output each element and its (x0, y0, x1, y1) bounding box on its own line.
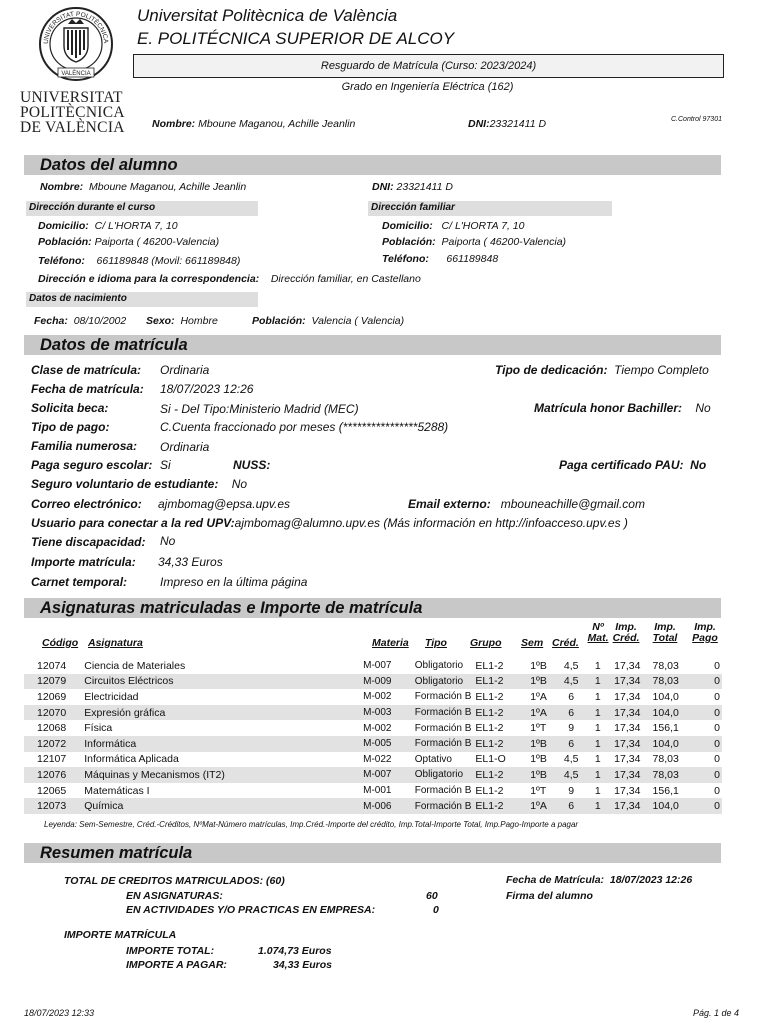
cell-asignatura: Máquinas y Mecanismos (IT2) (78, 767, 363, 783)
alumno-nombre (40, 181, 246, 193)
cell-imppago: 0 (714, 753, 720, 766)
cell-sem: 1ºB (526, 674, 555, 690)
cell-nmat: 1 (594, 784, 601, 797)
subsection-title: Dirección familiar (371, 202, 455, 213)
cell-impcred: 17,34 (609, 674, 643, 690)
cell-asignatura: Matemáticas I (84, 784, 150, 797)
cell-asignatura: Electricidad (84, 690, 139, 703)
cell-materia: M-022 (363, 753, 392, 765)
receipt-title-box (133, 54, 724, 78)
cell-imppago: 0 (682, 705, 722, 721)
importe-pagar-value (273, 959, 332, 971)
cell-imppago: 0 (682, 767, 722, 783)
mat-importe-value: 34,33 Euros (158, 555, 223, 569)
currency: Euros (301, 945, 332, 957)
value: 661189848 (446, 253, 499, 265)
value: Paiporta ( 46200-Valencia) (94, 236, 220, 248)
cell-tipo: Obligatorio (414, 660, 464, 672)
cell-impcred: 17,34 (609, 736, 643, 752)
mat-pago-value: C.Cuenta fraccionado por meses (****************5288) (160, 420, 449, 434)
mat-correo-label: Correo electrónico: (31, 497, 142, 511)
label: Domicilio: (38, 220, 89, 232)
cell-codigo: 12073 (24, 798, 78, 814)
cell-codigo: 12072 (24, 736, 78, 752)
header-line: Total (652, 632, 678, 644)
cell-imptotal: 104,0 (642, 798, 681, 814)
value: 34,33 (273, 959, 300, 971)
en-actividades-label: EN ACTIVIDADES Y/O PRACTICAS EN EMPRESA: (126, 904, 376, 916)
mat-voluntario (31, 477, 247, 491)
table-row (24, 736, 722, 752)
cell-impcred: 17,34 (614, 784, 641, 797)
cell-grupo: EL1-2 (475, 722, 504, 735)
cell-cred: 9 (568, 722, 575, 735)
section-datos-alumno (24, 155, 721, 175)
cell-codigo: 12070 (24, 705, 78, 721)
value: 23321411 D (396, 181, 453, 193)
cell-nmat: 1 (594, 659, 601, 672)
cell-grupo: EL1-2 (471, 705, 526, 721)
header-line: Mat. (587, 632, 609, 644)
header-line: Imp. (694, 621, 716, 633)
cell-asignatura: Ciencia de Materiales (84, 659, 186, 672)
fam-telefono (382, 253, 498, 265)
cell-codigo: 12074 (37, 659, 67, 672)
section-datos-matricula (24, 335, 721, 355)
cell-grupo: EL1-2 (471, 674, 526, 690)
label: Tipo de dedicación: (495, 363, 608, 377)
label: Matrícula honor Bachiller: (534, 401, 683, 415)
cell-imptotal: 78,03 (652, 753, 679, 766)
label: Dirección e idioma para la correspondencia: (38, 273, 260, 285)
table-row (24, 689, 722, 705)
cell-imptotal: 104,0 (642, 736, 681, 752)
cell-tipo: Obligatorio (415, 767, 472, 783)
value: No (690, 458, 707, 472)
col-header-cred: Créd. (552, 637, 579, 649)
cell-impcred: 17,34 (614, 659, 641, 672)
cell-impcred: 17,34 (609, 798, 643, 814)
value: Paiporta ( 46200-Valencia) (441, 236, 567, 248)
mat-usuario (31, 516, 628, 530)
cell-cred: 4,5 (556, 767, 587, 783)
svg-text:VALÈNCIA: VALÈNCIA (61, 71, 91, 77)
cell-asignatura: Informática Aplicada (84, 753, 179, 766)
header-name (152, 118, 355, 130)
mat-clase-value: Ordinaria (160, 363, 210, 377)
correspondencia (38, 273, 421, 285)
mat-dedicacion (495, 363, 709, 377)
en-actividades-value: 0 (433, 904, 439, 916)
value: 661189848 (Movil: 661189848) (96, 255, 241, 267)
importe-title: IMPORTE MATRÍCULA (64, 929, 177, 941)
cell-tipo: Formación B (415, 705, 472, 721)
fam-poblacion (382, 236, 566, 248)
cell-impcred: 17,34 (614, 722, 641, 735)
label: DNI: (372, 181, 394, 193)
value: C/ L'HORTA 7, 10 (94, 220, 178, 232)
upv-seal (38, 6, 114, 82)
cell-imptotal: 156,1 (652, 784, 679, 797)
cell-materia: M-007 (363, 660, 392, 672)
mat-correo-value: ajmbomag@epsa.upv.es (158, 497, 291, 511)
cell-materia: M-007 (363, 767, 415, 783)
cell-cred: 6 (556, 798, 587, 814)
cell-sem: 1ºA (530, 690, 547, 703)
section-title: Resumen matrícula (40, 844, 193, 862)
table-row (24, 798, 722, 814)
section-resumen (24, 843, 721, 863)
cell-cred: 4,5 (563, 659, 579, 672)
degree-name: Grado en Ingeniería Eléctrica (162) (341, 81, 514, 93)
col-header-materia: Materia (372, 637, 409, 649)
mat-pago-label: Tipo de pago: (31, 420, 110, 434)
value: Valencia ( Valencia) (311, 315, 405, 327)
subsection-title: Dirección durante el curso (29, 202, 156, 213)
mat-discapacidad-label: Tiene discapacidad: (31, 535, 146, 549)
col-header-tipo: Tipo (425, 637, 447, 649)
header-line: Créd. (612, 632, 640, 644)
label: Fecha de Matrícula: (506, 874, 605, 886)
value: 18/07/2023 12:26 (609, 874, 693, 886)
curso-telefono (38, 255, 240, 267)
table-row (24, 752, 722, 768)
mat-clase (31, 363, 141, 377)
cell-materia: M-003 (363, 705, 415, 721)
header-line: Imp. (615, 621, 637, 633)
cell-nmat: 1 (594, 753, 601, 766)
cell-materia: M-002 (363, 691, 392, 703)
value: Dirección familiar, en Castellano (270, 273, 421, 285)
cell-nmat: 1 (587, 767, 609, 783)
mat-pau (559, 458, 706, 472)
cell-grupo: EL1-2 (471, 767, 526, 783)
value: ajmbomag@alumno.upv.es (Más información en http://infoacceso.upv.es ) (234, 516, 628, 530)
cell-nmat: 1 (594, 690, 601, 703)
table-row (24, 767, 722, 783)
university-logo-text (20, 90, 135, 135)
cell-imppago: 0 (682, 674, 722, 690)
nac-sexo (146, 315, 218, 327)
name-value: Mboune Maganou, Achille Jeanlin (198, 118, 356, 130)
cell-imptotal: 78,03 (652, 659, 679, 672)
cell-imptotal: 156,1 (652, 722, 679, 735)
mat-carnet-label: Carnet temporal: (31, 575, 128, 589)
cell-imptotal: 104,0 (652, 690, 679, 703)
mat-beca-value: Si - Del Tipo:Ministerio Madrid (MEC) (160, 402, 359, 416)
label: Población: (382, 236, 436, 248)
mat-nuss-label: NUSS: (233, 458, 271, 472)
cell-cred: 6 (568, 690, 575, 703)
label: Teléfono: (38, 255, 85, 267)
label: Nombre: (40, 181, 84, 193)
cell-cred: 4,5 (556, 674, 587, 690)
cell-asignatura: Física (84, 722, 113, 735)
value: 08/10/2002 (73, 315, 127, 327)
label: Usuario para conectar a la red UPV: (31, 516, 235, 530)
cell-sem: 1ºA (526, 798, 555, 814)
nac-fecha (34, 315, 126, 327)
currency: Euros (302, 959, 332, 971)
importe-total-value (258, 945, 332, 957)
cell-impcred: 17,34 (614, 753, 641, 766)
importe-pagar-label: IMPORTE A PAGAR: (126, 959, 227, 971)
cell-tipo: Formación B (414, 691, 472, 703)
dir-familiar-header (368, 201, 612, 216)
cell-codigo: 12069 (37, 690, 67, 703)
nacimiento-header (26, 292, 258, 307)
cell-materia: M-002 (363, 722, 392, 734)
cell-codigo: 12107 (37, 753, 67, 766)
value: Hombre (180, 315, 218, 327)
name-label: Nombre: (152, 118, 196, 130)
cell-tipo: Optativo (414, 753, 452, 765)
section-asignaturas (24, 598, 721, 618)
dni-value: 23321411 D (489, 118, 547, 130)
cell-tipo: Formación B (415, 798, 472, 814)
cell-grupo: EL1-O (475, 753, 506, 766)
cell-materia: M-006 (363, 798, 415, 814)
svg-text:UNIVERSITAT POLITÈCNICA: UNIVERSITAT POLITÈCNICA (42, 10, 110, 45)
label: Email externo: (408, 497, 491, 511)
mat-honor (534, 401, 711, 415)
cell-sem: 1ºT (530, 784, 547, 797)
mat-fecha-label: Fecha de matrícula: (31, 382, 144, 396)
col-header-nmat (585, 622, 611, 644)
mat-familia-value: Ordinaria (160, 440, 210, 454)
cell-impcred: 17,34 (609, 705, 643, 721)
curso-domicilio (38, 220, 178, 232)
footer-timestamp: 18/07/2023 12:33 (24, 1008, 95, 1018)
cell-nmat: 1 (587, 674, 609, 690)
firma-alumno: Firma del alumno (506, 890, 593, 902)
table-row (24, 720, 722, 736)
col-header-imppago (690, 622, 720, 644)
header-line: Imp. (654, 621, 676, 633)
section-title: Asignaturas matriculadas e Importe de matrícula (40, 599, 423, 617)
en-asignaturas-value: 60 (426, 890, 438, 902)
cell-cred: 4,5 (563, 753, 579, 766)
header-dni (468, 118, 546, 130)
mat-seguro-value: Si (160, 458, 171, 472)
mat-externo (408, 497, 645, 511)
value: No (695, 401, 711, 415)
col-header-sem: Sem (521, 637, 544, 649)
section-title: Datos de matrícula (40, 336, 188, 354)
header-line: Pago (692, 632, 718, 644)
mat-beca-label: Solicita beca: (31, 401, 109, 415)
mat-fecha-value: 18/07/2023 12:26 (160, 382, 254, 396)
mat-familia-label: Familia numerosa: (31, 439, 138, 453)
asignaturas-table (24, 658, 722, 814)
cell-nmat: 1 (587, 798, 609, 814)
logo-line: UNIVERSITAT (20, 89, 123, 106)
cell-nmat: 1 (594, 722, 601, 735)
total-creditos: TOTAL DE CREDITOS MATRICULADOS: (60) (64, 875, 285, 887)
cell-imppago: 0 (714, 722, 720, 735)
label: Fecha: (34, 315, 68, 327)
value: Mboune Maganou, Achille Jeanlin (89, 181, 247, 193)
cell-sem: 1ºB (530, 659, 547, 672)
nac-poblacion (252, 315, 404, 327)
en-asignaturas-label: EN ASIGNATURAS: (126, 890, 223, 902)
control-code: C.Control 97301 (671, 116, 722, 123)
cell-impcred: 17,34 (614, 690, 641, 703)
label: Población: (38, 236, 92, 248)
receipt-title: Resguardo de Matrícula (Curso: 2023/2024) (320, 60, 537, 72)
resumen-fecha (506, 874, 692, 886)
cell-imppago: 0 (682, 798, 722, 814)
fam-domicilio (382, 220, 524, 232)
cell-tipo: Formación B (414, 722, 472, 734)
cell-grupo: EL1-2 (471, 798, 526, 814)
cell-sem: 1ºA (526, 705, 555, 721)
cell-materia: M-005 (363, 736, 415, 752)
label: Población: (252, 315, 306, 327)
cell-imppago: 0 (714, 690, 720, 703)
cell-cred: 9 (568, 784, 575, 797)
cell-grupo: EL1-2 (475, 659, 504, 672)
cell-codigo: 12079 (24, 674, 78, 690)
mat-importe-label: Importe matrícula: (31, 555, 136, 569)
cell-imptotal: 104,0 (642, 705, 681, 721)
label: Sexo: (146, 315, 175, 327)
cell-asignatura: Circuitos Eléctricos (78, 674, 363, 690)
cell-codigo: 12076 (24, 767, 78, 783)
table-row (24, 783, 722, 799)
table-row (24, 658, 722, 674)
table-legend: Leyenda: Sem-Semestre, Créd.-Créditos, NºMat-Número matrículas, Imp.Créd.-Importe del crédito, Imp.Total-Importe Total, Imp.Pago-Importe a pagar (44, 820, 579, 829)
value: Tiempo Completo (614, 363, 709, 377)
cell-cred: 6 (556, 705, 587, 721)
dni-label: DNI: (468, 118, 490, 130)
footer-page: Pág. 1 de 4 (693, 1008, 740, 1018)
cell-grupo: EL1-2 (471, 736, 526, 752)
cell-imppago: 0 (682, 736, 722, 752)
cell-imppago: 0 (714, 659, 720, 672)
value: mbouneachille@gmail.com (500, 497, 645, 511)
curso-poblacion (38, 236, 219, 248)
cell-tipo: Obligatorio (415, 674, 472, 690)
cell-imppago: 0 (714, 784, 720, 797)
cell-codigo: 12068 (37, 722, 67, 735)
cell-cred: 6 (556, 736, 587, 752)
cell-asignatura: Química (78, 798, 363, 814)
cell-sem: 1ºB (526, 736, 555, 752)
label: Seguro voluntario de estudiante: (31, 477, 219, 491)
col-header-impcred (611, 622, 641, 644)
label: Domicilio: (382, 220, 433, 232)
cell-nmat: 1 (587, 705, 609, 721)
cell-tipo: Formación B (415, 736, 472, 752)
cell-imptotal: 78,03 (642, 674, 681, 690)
cell-sem: 1ºB (526, 767, 555, 783)
cell-asignatura: Expresión gráfica (78, 705, 363, 721)
cell-sem: 1ºB (530, 753, 547, 766)
cell-codigo: 12065 (37, 784, 67, 797)
school-title: E. POLITÉCNICA SUPERIOR DE ALCOY (137, 29, 455, 48)
cell-sem: 1ºT (530, 722, 547, 735)
table-row (24, 674, 722, 690)
col-header-grupo: Grupo (470, 637, 502, 649)
cell-nmat: 1 (587, 736, 609, 752)
university-title: Universitat Politècnica de València (137, 6, 398, 25)
logo-line: POLITÈCNICA (20, 104, 125, 121)
cell-tipo: Formación B (414, 785, 472, 797)
mat-carnet-value: Impreso en la última página (160, 575, 308, 589)
cell-imptotal: 78,03 (642, 767, 681, 783)
cell-grupo: EL1-2 (475, 690, 504, 703)
col-header-imptotal (650, 622, 680, 644)
importe-total-label: IMPORTE TOTAL: (126, 945, 215, 957)
mat-discapacidad-value: No (160, 534, 176, 548)
cell-materia: M-001 (363, 785, 392, 797)
value: No (231, 477, 248, 491)
label: Clase de matrícula: (31, 363, 142, 377)
value: C/ L'HORTA 7, 10 (441, 220, 525, 232)
value: 1.074,73 (258, 945, 299, 957)
subsection-title: Datos de nacimiento (29, 293, 127, 304)
dir-curso-header (26, 201, 258, 216)
col-header-asignatura: Asignatura (88, 637, 143, 649)
cell-grupo: EL1-2 (475, 784, 504, 797)
alumno-dni (372, 181, 453, 193)
cell-impcred: 17,34 (609, 767, 643, 783)
header-line: Nº (592, 621, 604, 633)
label: Teléfono: (382, 253, 429, 265)
mat-seguro-label: Paga seguro escolar: (31, 458, 153, 472)
cell-materia: M-009 (363, 674, 415, 690)
col-header-codigo: Código (42, 637, 79, 649)
cell-asignatura: Informática (78, 736, 363, 752)
table-row (24, 705, 722, 721)
section-title: Datos del alumno (40, 156, 178, 174)
label: Paga certificado PAU: (559, 458, 684, 472)
logo-line: DE VALÈNCIA (20, 119, 125, 136)
